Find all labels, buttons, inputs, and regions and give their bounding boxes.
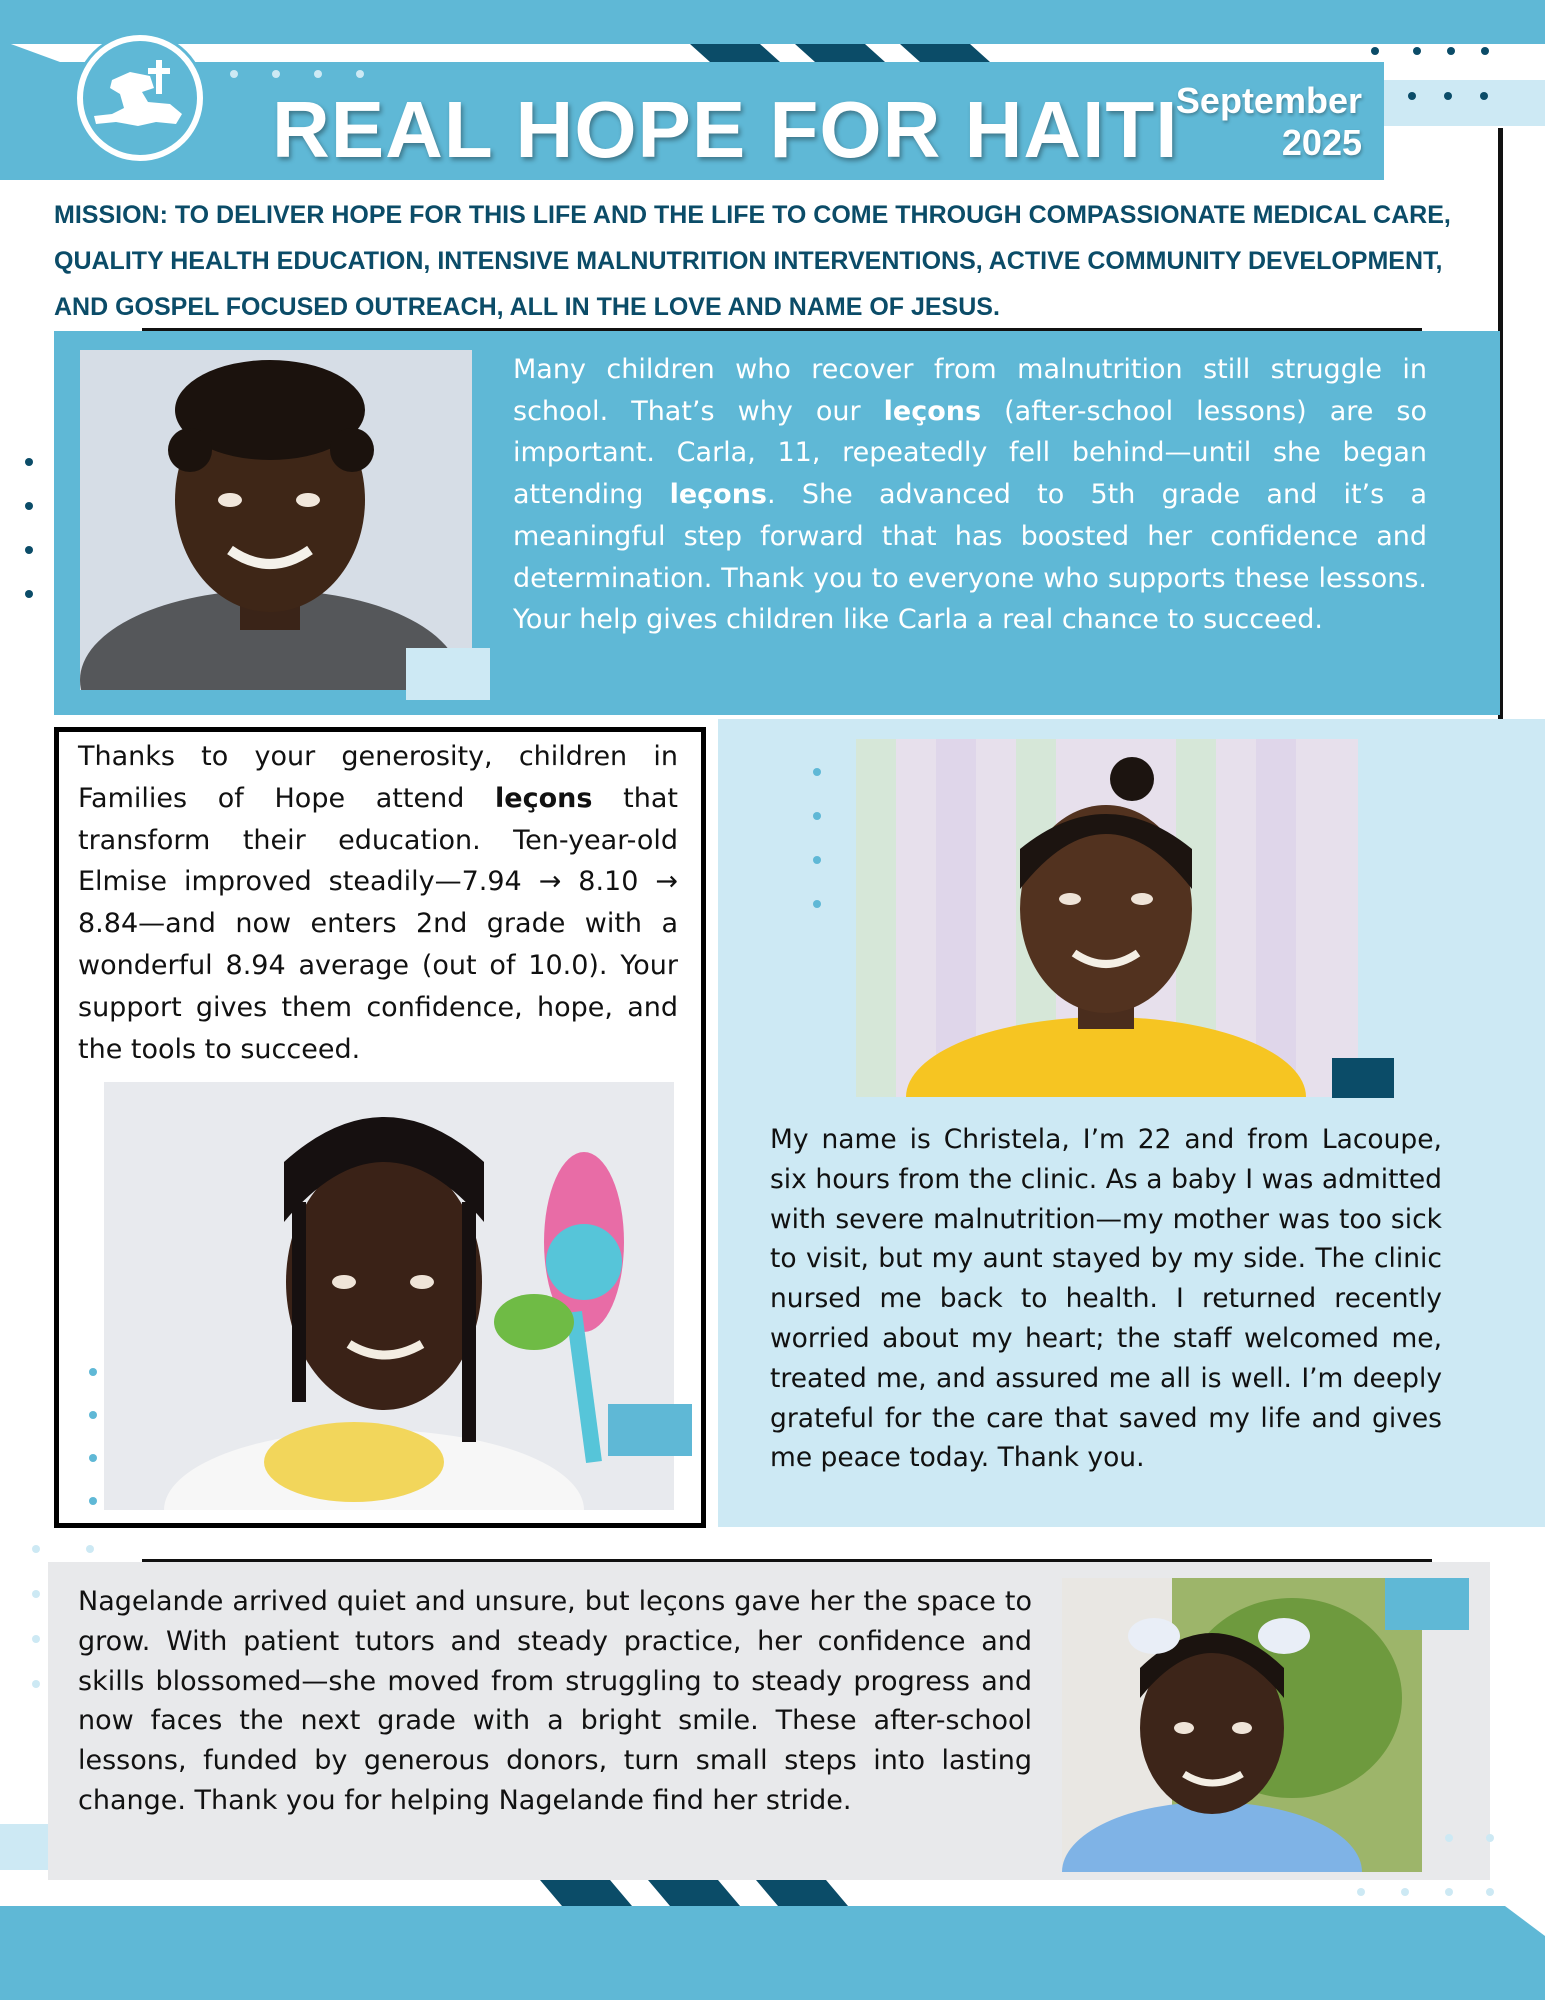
elmise-story-text-2: that transform their education. Ten-year-old Elmise improved steadily—7.94 → 8.10 → 8.84—and now enters 2nd grade with a wonderful 8.94 average (out of 10.0). Your support gives them confidence, hope, and the tools to succeed. — [78, 782, 678, 1065]
decor-dot — [272, 70, 280, 78]
christela-accent-square — [1332, 1058, 1394, 1098]
elmise-accent-square — [608, 1404, 692, 1456]
decor-dot — [1401, 1888, 1409, 1896]
decor-dot — [25, 590, 33, 598]
decor-dot — [32, 1635, 40, 1643]
decor-dot — [89, 1454, 97, 1462]
decor-dot — [1444, 92, 1452, 100]
nagelande-accent-square — [1385, 1578, 1469, 1630]
elmise-story — [78, 736, 678, 1070]
decor-dot — [230, 70, 238, 78]
haiti-map-cross-logo — [72, 30, 208, 166]
top-band — [0, 0, 1545, 44]
decor-dot — [1445, 1888, 1453, 1896]
carla-photo — [80, 350, 472, 690]
decor-dot — [89, 1368, 97, 1376]
decor-dot — [89, 1411, 97, 1419]
elmise-story-lecons: leçons — [495, 782, 593, 814]
decor-dot — [813, 900, 821, 908]
decor-dot — [1447, 47, 1455, 55]
decor-dot — [1408, 92, 1416, 100]
mission-statement: MISSION: TO DELIVER HOPE FOR THIS LIFE AND THE LIFE TO COME THROUGH COMPASSIONATE MEDICAL CARE, QUALITY HEALTH EDUCATION, INTENSIVE MALNUTRITION INTERVENTIONS, ACTIVE COMMUNITY DEVELOPMENT, AND GOSPEL FOCUSED OUTREACH, ALL IN THE LOVE AND NAME OF JESUS. — [54, 201, 1451, 321]
bottom-left-accent — [0, 1824, 48, 1870]
top-stripes — [690, 44, 1010, 62]
decor-dot — [1371, 47, 1379, 55]
decor-dot — [25, 546, 33, 554]
decor-dot — [1357, 1888, 1365, 1896]
bottom-stripes — [540, 1880, 860, 1906]
decor-dot — [813, 768, 821, 776]
header-side-block — [1384, 80, 1545, 126]
elmise-photo — [104, 1082, 674, 1510]
decor-dot — [1481, 47, 1489, 55]
decor-dot — [32, 1545, 40, 1553]
carla-story-text-3: . She advanced to 5th grade and it’s a meaningful step forward that has boosted her confidence and determination. Thank you to everyone who supports these lessons. Your help gives children like Carla a real chance to succeed. — [513, 479, 1427, 636]
decor-dot — [1480, 92, 1488, 100]
christela-photo — [856, 739, 1358, 1097]
decor-dot — [314, 70, 322, 78]
decor-dot — [813, 856, 821, 864]
carla-story-text-1: Many children who recover from malnutrition still struggle in school. That’s why our — [513, 354, 1427, 427]
carla-story-text-2: (after-school lessons) are so important. Carla, 11, repeatedly fell behind—until she began attending — [513, 395, 1427, 511]
christela-story: My name is Christela, I’m 22 and from Lacoupe, six hours from the clinic. As a baby I was admitted with severe malnutrition—my mother was too sick to visit, but my aunt stayed by my side. The clinic nursed me back to health. I returned recently worried about my heart; the staff welcomed me, treated me, and assured me all is well. I’m deeply grateful for the care that saved my life and gives me peace today. Thank you. — [770, 1124, 1442, 1474]
decor-dot — [356, 70, 364, 78]
footer-corner — [1505, 1906, 1545, 1936]
carla-story-lecons-2: leçons — [669, 479, 768, 511]
carla-story-lecons-1: leçons — [883, 395, 982, 427]
decor-dot — [32, 1590, 40, 1598]
elmise-story-text-1: Thanks to your generosity, children in Families of Hope attend — [78, 741, 678, 814]
carla-story — [513, 349, 1427, 641]
issue-year: 2025 — [1281, 122, 1362, 163]
issue-month: September — [1175, 80, 1362, 121]
carla-accent-square — [406, 648, 490, 700]
decor-dot — [32, 1680, 40, 1688]
decor-dot — [1486, 1888, 1494, 1896]
newsletter-title: REAL HOPE FOR HAITI — [272, 85, 1179, 174]
decor-dot — [25, 458, 33, 466]
decor-dot — [1413, 47, 1421, 55]
decor-dot — [813, 812, 821, 820]
decor-dot — [89, 1497, 97, 1505]
issue-date — [1140, 80, 1362, 164]
decor-dot — [86, 1545, 94, 1553]
decor-dot — [1486, 1834, 1494, 1842]
decor-dot — [1445, 1834, 1453, 1842]
decor-dot — [25, 502, 33, 510]
nagelande-photo — [1062, 1578, 1422, 1872]
nagelande-story: Nagelande arrived quiet and unsure, but leçons gave her the space to grow. With patient tutors and steady practice, her confidence and skills blossomed—she moved from struggling to steady progress and now faces the next grade with a bright smile. These after-school lessons, funded by generous donors, turn small steps into lasting change. Thank you for helping Nagelande find her stride. — [78, 1586, 1032, 1816]
footer-band — [0, 1906, 1545, 2000]
